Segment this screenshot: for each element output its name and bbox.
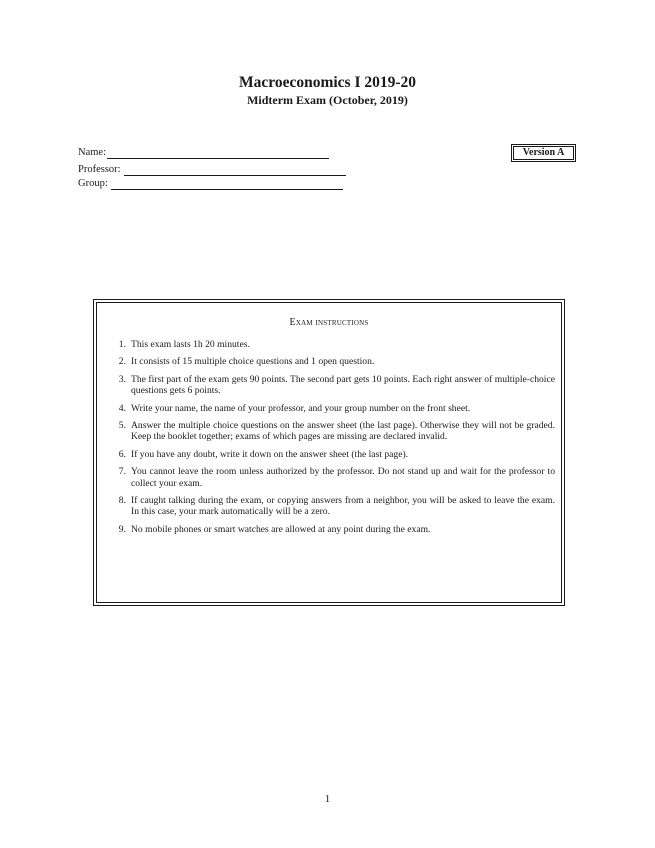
instructions-box <box>93 299 565 606</box>
professor-line[interactable] <box>124 166 346 176</box>
professor-label: Professor: <box>78 164 121 175</box>
instruction-number: 1. <box>118 339 126 350</box>
instruction-item <box>113 420 555 443</box>
name-line[interactable] <box>107 149 329 159</box>
instruction-text: The first part of the exam gets 90 points. The second part gets 10 points. Each right answer of multiple-choice questions gets 6 points. <box>131 373 555 397</box>
instruction-text: This exam lasts 1h 20 minutes. <box>131 339 250 350</box>
instruction-number: 5. <box>118 420 126 432</box>
instruction-text: It consists of 15 multiple choice questions and 1 open question. <box>131 356 375 368</box>
instruction-number: 7. <box>118 466 126 478</box>
instruction-item <box>113 524 555 535</box>
exam-subtitle: Midterm Exam (October, 2019) <box>247 93 408 107</box>
name-label: Name: <box>78 147 106 158</box>
version-label: Version A <box>513 146 574 160</box>
name-field[interactable] <box>78 147 329 159</box>
instruction-text: You cannot leave the room unless authorized by the professor. Do not stand up and wait for the professor to collect your exam. <box>131 466 555 489</box>
instructions-inner-frame <box>96 302 562 603</box>
instruction-number: 2. <box>118 356 126 368</box>
instruction-text: Write your name, the name of your professor, and your group number on the front sheet. <box>131 402 471 414</box>
instruction-text: Answer the multiple choice questions on the answer sheet (the last page). Otherwise they will not be graded. Keep the booklet together; exams of which pages are missing are declared invalid. <box>131 420 555 443</box>
professor-field[interactable] <box>78 164 346 176</box>
instruction-item <box>113 449 555 460</box>
instruction-number: 4. <box>118 402 126 414</box>
group-field[interactable] <box>78 178 343 190</box>
instruction-text: If you have any doubt, write it down on the answer sheet (the last page). <box>131 448 409 460</box>
instructions-list <box>113 339 555 541</box>
instruction-text: If caught talking during the exam, or copying answers from a neighbor, you will be asked to leave the exam. In this case, your mark automatically will be a zero. <box>131 495 555 518</box>
instruction-item <box>113 466 555 489</box>
instruction-number: 3. <box>118 373 126 385</box>
instruction-number: 9. <box>118 523 126 535</box>
instruction-number: 8. <box>118 495 126 507</box>
instruction-text: No mobile phones or smart watches are allowed at any point during the exam. <box>131 523 431 535</box>
instruction-item <box>113 495 555 518</box>
group-line[interactable] <box>111 180 343 190</box>
exam-title: Macroeconomics I 2019-20 <box>238 74 417 91</box>
page-number: 1 <box>324 793 331 805</box>
instructions-title: Exam instructions <box>289 317 369 328</box>
instruction-item <box>113 403 555 414</box>
version-box <box>511 144 576 162</box>
instruction-item <box>113 374 555 397</box>
instruction-item <box>113 356 555 367</box>
instruction-number: 6. <box>118 448 126 460</box>
instruction-item <box>113 339 555 350</box>
group-label: Group: <box>78 178 108 189</box>
